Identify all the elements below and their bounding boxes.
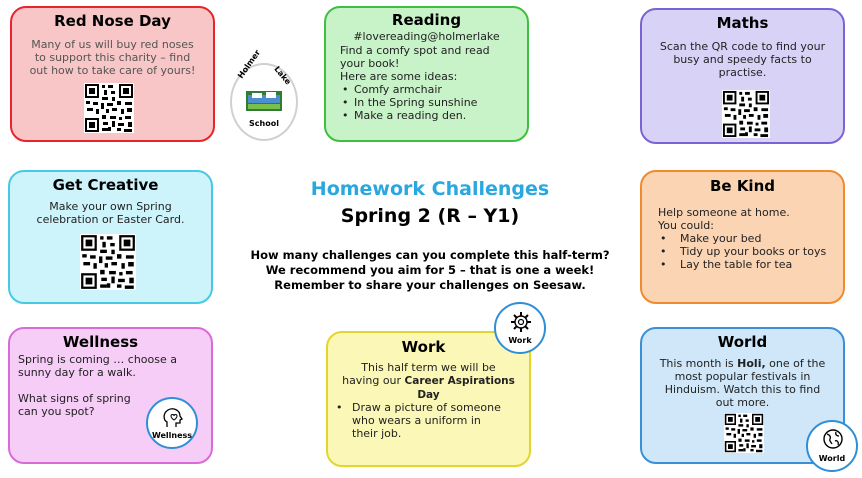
- be-kind-title: Be Kind: [709, 177, 775, 195]
- red-nose-day-title: Red Nose Day: [54, 12, 171, 30]
- list-item: • Make a reading den.: [340, 109, 490, 122]
- work-badge: [494, 302, 546, 354]
- list-item: • In the Spring sunshine: [340, 96, 490, 109]
- red-nose-day-text: Many of us will buy red noses to support this charity – find out how to take care of yours!: [29, 38, 196, 77]
- maths-title: Maths: [716, 14, 769, 32]
- world-badge: [806, 420, 858, 472]
- list-item: • Tidy up your books or toys: [658, 245, 826, 258]
- world-title: World: [717, 333, 768, 351]
- wellness-badge: [146, 397, 198, 449]
- maths-text: Scan the QR code to find your busy and speedy facts to practise.: [659, 40, 826, 79]
- school-logo-top-left: Holmer: [236, 48, 263, 81]
- world-text: This month is Holi, one of the most popular festivals in Hinduism. Watch this to find out more.: [659, 357, 826, 409]
- wellness-text: Spring is coming … choose a sunny day for a walk. What signs of spring can you spot?: [18, 353, 177, 418]
- reading-hashtag: #lovereading@holmerlake: [353, 30, 500, 43]
- wellness-card: [8, 327, 213, 464]
- challenge-instructions: How many challenges can you complete this half-term? We recommend you aim for 5 – that is one a week! Remember to share your challenges on Seesaw.: [250, 248, 610, 292]
- work-badge-label: Work: [508, 336, 532, 345]
- be-kind-text: Help someone at home. You could: • Make your bed • Tidy up your books or toys • Lay the table for tea: [658, 206, 826, 271]
- list-item: • Draw a picture of someone who wears a uniform in their job.: [334, 401, 501, 440]
- be-kind-card: [640, 170, 845, 304]
- list-item: • Make your bed: [658, 232, 826, 245]
- school-logo-top-right: Lake: [272, 64, 293, 87]
- head-heart-icon: [161, 407, 185, 429]
- reading-card: [324, 6, 529, 142]
- reading-text: Find a comfy spot and read your book! Here are some ideas: • Comfy armchair • In the Spring sunshine • Make a reading den.: [340, 44, 490, 122]
- wellness-title: Wellness: [62, 333, 139, 351]
- reading-title: Reading: [391, 11, 462, 29]
- world-holi: Holi,: [737, 357, 766, 370]
- gear-icon: [510, 311, 532, 333]
- world-qr-code[interactable]: [724, 413, 764, 453]
- work-task: [334, 401, 501, 440]
- work-event-name: Career Aspirations: [404, 375, 515, 387]
- world-badge-label: World: [818, 454, 846, 463]
- globe-icon: [822, 428, 844, 450]
- maths-card: [640, 8, 845, 144]
- wellness-badge-label: Wellness: [151, 431, 193, 440]
- red-nose-day-card: [10, 6, 215, 142]
- school-logo-bottom: School: [249, 119, 279, 128]
- get-creative-title: Get Creative: [52, 176, 159, 194]
- work-card: [326, 331, 531, 467]
- work-title: Work: [401, 338, 446, 356]
- maths-qr-code[interactable]: [722, 90, 770, 138]
- page-subtitle: Spring 2 (R – Y1): [340, 205, 520, 227]
- page-title: Homework Challenges: [310, 178, 550, 200]
- red-nose-qr-code[interactable]: [84, 83, 134, 133]
- get-creative-qr-code[interactable]: [80, 234, 136, 290]
- get-creative-text: Make your own Spring celebration or Easter Card.: [36, 200, 185, 226]
- list-item: • Comfy armchair: [340, 83, 490, 96]
- work-text: This half term we will be having our Career Aspirations Day: [342, 361, 515, 401]
- be-kind-list: [658, 232, 826, 271]
- get-creative-card: [8, 170, 213, 304]
- school-logo: [230, 48, 298, 141]
- reading-ideas-list: [340, 83, 490, 122]
- list-item: • Lay the table for tea: [658, 258, 826, 271]
- work-event-day: Day: [417, 389, 440, 401]
